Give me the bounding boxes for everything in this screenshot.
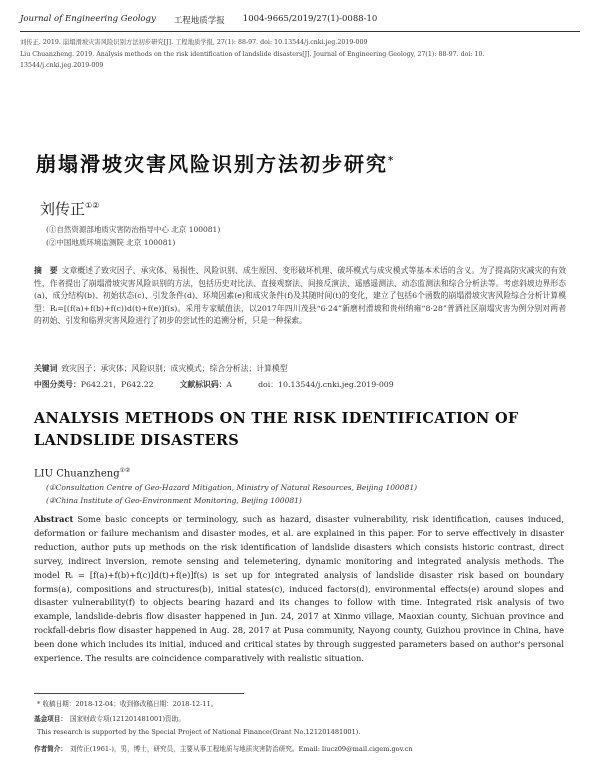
doi-label: doi： [258, 380, 279, 389]
footnote-funding-en [34, 728, 360, 736]
title-cn-text: 崩塌滑坡灾害风险识别方法初步研究 [36, 152, 388, 176]
footnote-funding-text: 国家财政专项(121201481001)资助。 [69, 715, 185, 723]
classification-cn [34, 379, 394, 390]
keywords-cn [34, 363, 288, 374]
title-en: ANALYSIS METHODS ON THE RISK IDENTIFICATION OF LANDSLIDE DISASTERS [34, 410, 519, 449]
affiliation-cn-1: (①自然资源部地质灾害防治指导中心 北京 100081) [46, 225, 221, 234]
footnote-author-bio [34, 743, 413, 753]
affiliation-cn-2: (②中国地质环境监测院 北京 100081) [46, 238, 176, 247]
footnote-funding-label: 基金项目： [34, 715, 67, 723]
keywords-cn-text: 致灾因子；承灾体；风险识别；成灾模式；综合分析法；计算模型 [61, 364, 288, 373]
journal-name: Journal of Engineering Geology [20, 14, 156, 24]
affiliation-en-2: (②China Institute of Geo-Environment Monitoring, Beijing 100081) [46, 496, 302, 505]
footnote-author-bio-text: 刘传正(1961-)，男，博士，研究员，主要从事工程地质与地质灾害防治研究。Email: liucz09@mail.cigem.gov.cn [69, 745, 413, 753]
footnote-received [34, 698, 217, 708]
title-cn [36, 148, 395, 177]
journal-header [20, 14, 580, 26]
title-cn-footnote-mark: * [388, 155, 396, 167]
footnote-funding-cn [34, 713, 185, 723]
abstract-en-label: Abstract [34, 514, 74, 524]
citation-en-line2: 13544/j.cnki.jeg.2019-009 [20, 62, 104, 69]
affiliation-en-1: (①Consultation Centre of Geo-Hazard Mitigation, Ministry of Natural Resources, Beijing 100081) [46, 483, 418, 492]
journal-name-cn: 工程地质学报 [173, 16, 225, 26]
doc-code-label: 文献标识码： [179, 380, 227, 389]
footnote-received-text: * 收稿日期：2018-12-04；收到修改稿日期：2018-12-11。 [37, 700, 218, 708]
doc-code-value: A [226, 380, 233, 389]
author-en-name: LIU Chuanzheng [34, 468, 120, 480]
citation-en-line1: Liu Chuanzheng. 2019. Analysis methods on the risk identification of landslide disasters[J]. Journal of Engineering Geology, 27(1): 88-97. doi: 10. [20, 51, 485, 58]
clc-value: P642.21，P642.22 [80, 380, 154, 389]
author-cn-marks: ①② [85, 201, 100, 210]
citation-cn: 刘传正. 2019. 崩塌滑坡灾害风险识别方法初步研究[J]. 工程地质学报, 27(1): 88-97. doi: 10.13544/j.cnki.jeg.2019-009 [20, 39, 368, 46]
abstract-cn-label: 摘 要 [34, 266, 58, 275]
keywords-cn-label: 关键词 [34, 364, 58, 373]
abstract-en-text: Some basic concepts or terminology, such as hazard, disaster vulnerability, risk identification, causes induced, deformation or failure mechanism and disaster modes, et al. are explained in this paper. For to serve effectively in disaster reduction, author puts up methods on the risk identification of landslide disasters which consists historic contrast, direct survey, indirect inversion, remote sensing and telemetering, dynamic monitoring and integrated analysis methods. The model Rᵢ = [f(a)+f(b)+f(c)]d(t)+f(e)]f(s) is set up for integrated analysis of landslide disaster risk based on boundary forms(a), compositions and structures(b), initial states(c), induced factors(d), environmental effects(e) around slopes and disaster vulnerability(f) to objects bearing hazard and its changes to follow with time. Integrated risk analysis of two example, landslide-debris flow disaster happened in Jun. 24, 2017 at Xinmo village, Maoxian county, Sichuan province and rockfall-debris flow disaster happened in Aug. 28, 2017 at Pusa community, Nayong county, Guizhou province in China, have been done which includes its initial, induced and critical states by through suggested parameters based on author's personal experience. The results are coincidence comparatively with realistic situation. [34, 514, 564, 664]
abstract-en [34, 513, 564, 666]
author-en [34, 467, 130, 479]
author-cn [40, 198, 99, 219]
footnote-funding-en-text: This research is supported by the Special Project of National Finance(Grant No.121201481001). [37, 728, 361, 736]
abstract-cn [34, 265, 566, 328]
abstract-cn-text: 文章概述了致灾因子、承灾体、易损性、风险识别、成生原因、变形破坏机理、破坏模式与成灾模式等基本术语的含义。为了提高防灾减灾的有效性，作者提出了崩塌滑坡灾害风险识别的方法，包括历史对比法、直接观察法、间接反演法、遥感遥测法、动态监测法和综合分析法等。考虑斜坡边界形态(a)、成分结构(b)、初始状态(c)、引发条件(d)、环境因素(e)和成灾条件(f)及其随时间(t)的变化，建立了包括6个函数的崩塌滑坡灾害风险综合分析计算模型：Rᵢ=[(f(a)+f(b)+f(c))d(t)+f(e)]f(s)。采用专家赋值法，以2017年四川茂县“6·24”新磨村滑坡和贵州纳雍“8·28”普洒社区崩塌灾害为例分别对两者的初始、引发和临界灾害风险进行了初步的尝试性的追溯分析，只是一种探索。 [34, 266, 567, 325]
issn-line: 1004-9665/2019/27(1)-0088-10 [242, 14, 378, 24]
clc-label: 中图分类号： [34, 380, 81, 389]
author-cn-name: 刘传正 [40, 200, 86, 218]
footnote-author-bio-label: 作者简介： [34, 745, 67, 753]
author-en-marks: ①② [119, 467, 131, 474]
doi-value: 10.13544/j.cnki.jeg.2019-009 [278, 380, 394, 389]
header-rule [20, 31, 580, 32]
footnote-rule [34, 693, 244, 694]
